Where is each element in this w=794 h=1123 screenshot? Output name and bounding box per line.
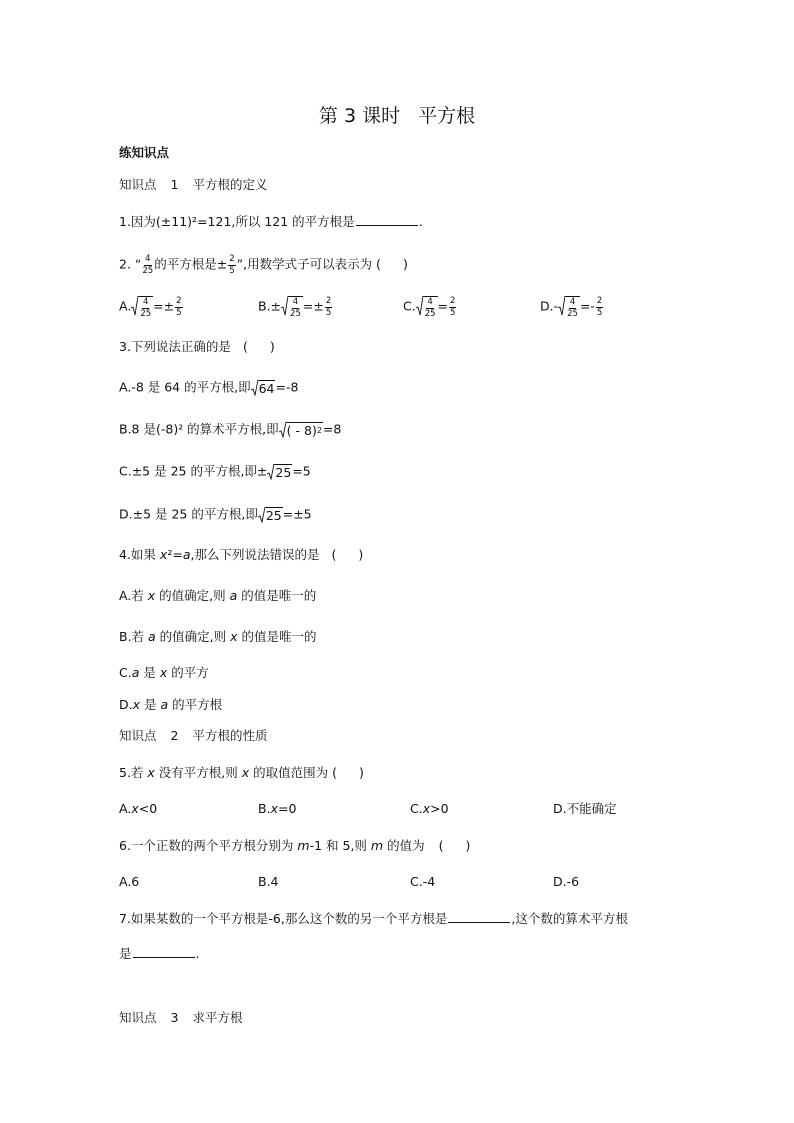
question-6: 6.一个正数的两个平方根分别为 m-1 和 5,则 m 的值为 ( ): [119, 838, 471, 853]
lesson-topic: 平方根: [418, 105, 476, 127]
square-root: $\frac{4}{25}$: [416, 296, 438, 318]
q5-option-c[interactable]: C.x>0: [410, 801, 449, 816]
q3-option-b[interactable]: B.8 是(-8)² 的算术平方根,即 ( - 8) 2 =8: [119, 421, 342, 438]
square-root: $\frac{4}{25}$: [131, 296, 153, 318]
q3-option-a[interactable]: A.-8 是 64 的平方根,即 64 =-8: [119, 379, 299, 396]
q4-option-b[interactable]: B.若 a 的值确定,则 x 的值是唯一的: [119, 629, 317, 644]
knowledge-point-3: 知识点 3 求平方根: [119, 1010, 243, 1025]
q4-option-c[interactable]: C.a 是 x 的平方: [119, 665, 209, 680]
q5-option-a[interactable]: A.x<0: [119, 801, 158, 816]
question-2: 2. “ $\frac{4}{25}$ 的平方根是± $\frac{2}{5}$ ”,用数学式子可以表示为 ( ): [119, 254, 408, 276]
q6-option-c[interactable]: C.-4: [410, 874, 436, 889]
knowledge-point-2: 知识点 2 平方根的性质: [119, 728, 268, 743]
q4-option-a[interactable]: A.若 x 的值确定,则 a 的值是唯一的: [119, 588, 317, 603]
answer-blank[interactable]: [133, 956, 195, 958]
q2-option-c[interactable]: C. $\frac{4}{25}$ = $\frac{2}{5}$: [403, 296, 456, 319]
q6-option-b[interactable]: B.4: [258, 874, 279, 889]
square-root: $\frac{4}{25}$: [281, 296, 303, 318]
section-heading: 练知识点: [119, 145, 170, 160]
q5-option-d[interactable]: D.不能确定: [553, 801, 617, 816]
answer-blank[interactable]: [356, 224, 418, 226]
q5-option-b[interactable]: B.x=0: [258, 801, 297, 816]
fraction: $\frac{2}{5}$: [229, 254, 235, 276]
q2-option-b[interactable]: B.± $\frac{4}{25}$ =± $\frac{2}{5}$: [258, 296, 332, 319]
knowledge-point-1: 知识点 1 平方根的定义: [119, 177, 268, 192]
question-4: 4.如果 x²=a,那么下列说法错误的是 ( ): [119, 547, 364, 562]
q3-option-c[interactable]: C.±5 是 25 的平方根,即± 25 =5: [119, 463, 311, 480]
q2-option-d[interactable]: D.- $\frac{4}{25}$ =- $\frac{2}{5}$: [540, 296, 603, 319]
question-1: 1.因为(±11)²=121,所以 121 的平方根是 .: [119, 214, 423, 229]
square-root: $\frac{4}{25}$: [558, 296, 580, 318]
question-5: 5.若 x 没有平方根,则 x 的取值范围为 ( ): [119, 765, 364, 780]
question-7: 7.如果某数的一个平方根是-6,那么这个数的另一个平方根是 ,这个数的算术平方根: [119, 911, 628, 926]
lesson-number: 第 3 课时: [318, 105, 401, 127]
q3-option-d[interactable]: D.±5 是 25 的平方根,即 25 =±5: [119, 506, 312, 523]
lesson-title: [0, 107, 794, 126]
q2-option-a[interactable]: A. $\frac{4}{25}$ =± $\frac{2}{5}$: [119, 296, 182, 319]
question-3: 3.下列说法正确的是 ( ): [119, 339, 275, 354]
question-7-line-2: 是 .: [119, 946, 200, 961]
q6-option-d[interactable]: D.-6: [553, 874, 580, 889]
q6-option-a[interactable]: A.6: [119, 874, 140, 889]
q4-option-d[interactable]: D.x 是 a 的平方根: [119, 697, 223, 712]
answer-blank[interactable]: [448, 921, 510, 923]
fraction: $\frac{4}{25}$: [142, 254, 154, 276]
